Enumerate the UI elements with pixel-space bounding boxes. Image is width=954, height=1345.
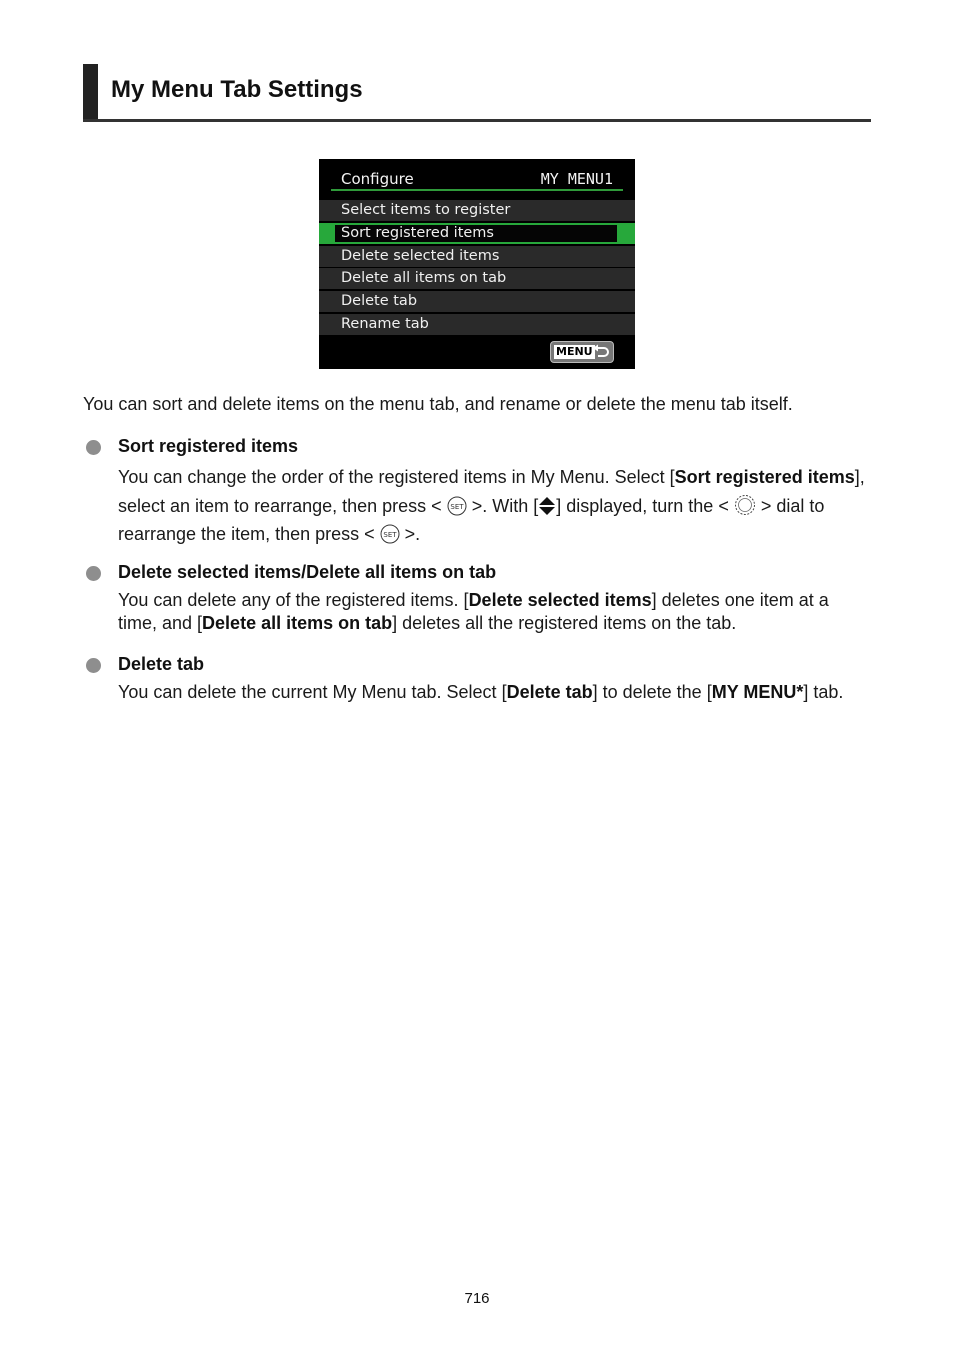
section-body: You can delete the current My Menu tab. Select [Delete tab] to delete the [MY MENU*] tab.	[118, 682, 844, 702]
set-button-icon	[380, 524, 400, 544]
section-delete-items	[83, 562, 873, 642]
menu-item-rename-tab[interactable]: Rename tab	[319, 314, 635, 335]
page-title: My Menu Tab Settings	[111, 76, 363, 103]
menu-item-sort-registered[interactable]: Sort registered items	[319, 223, 635, 244]
section-sort	[83, 436, 873, 546]
bullet-icon	[86, 440, 101, 455]
screen-menu-list	[319, 200, 635, 337]
page-number: 716	[464, 1290, 490, 1307]
intro-paragraph: You can sort and delete items on the menu tab, and rename or delete the menu tab itself.	[83, 394, 793, 414]
quick-control-dial-icon	[734, 494, 756, 516]
bullet-icon	[86, 566, 101, 581]
menu-button-label: MENU	[556, 345, 593, 358]
menu-return-button[interactable]	[550, 341, 614, 363]
page-title-block	[83, 64, 871, 122]
screen-tab-name: MY MENU1	[540, 170, 613, 188]
screen-title: Configure	[341, 170, 414, 188]
section-heading: Delete selected items/Delete all items on tab	[118, 562, 497, 582]
section-body: You can delete any of the registered items. [Delete selected items] deletes one item at a time, and [Delete all items on tab] deletes all the registered items on the tab.	[118, 590, 829, 633]
menu-item-delete-selected[interactable]: Delete selected items	[319, 246, 635, 267]
section-heading: Sort registered items	[118, 436, 299, 456]
return-arrow-icon	[592, 344, 610, 360]
up-down-arrow-icon	[538, 496, 556, 516]
svg-text:SET: SET	[450, 502, 464, 511]
menu-item-select-items[interactable]: Select items to register	[319, 200, 635, 221]
section-heading: Delete tab	[118, 654, 205, 674]
title-accent-bar	[83, 64, 98, 119]
menu-item-delete-all[interactable]: Delete all items on tab	[319, 268, 635, 289]
menu-item-delete-tab[interactable]: Delete tab	[319, 291, 635, 312]
camera-menu-screen	[319, 159, 635, 369]
svg-text:SET: SET	[383, 531, 397, 539]
section-body: You can change the order of the registered items in My Menu. Select [Sort registered items], select an item to rearrange, then press < SET >. With [ ] displayed, turn the < > dial to rearrange the item, then press < SET >.	[118, 467, 865, 544]
section-delete-tab	[83, 654, 873, 734]
bullet-icon	[86, 658, 101, 673]
screen-header	[331, 159, 623, 191]
set-button-icon	[447, 496, 467, 516]
